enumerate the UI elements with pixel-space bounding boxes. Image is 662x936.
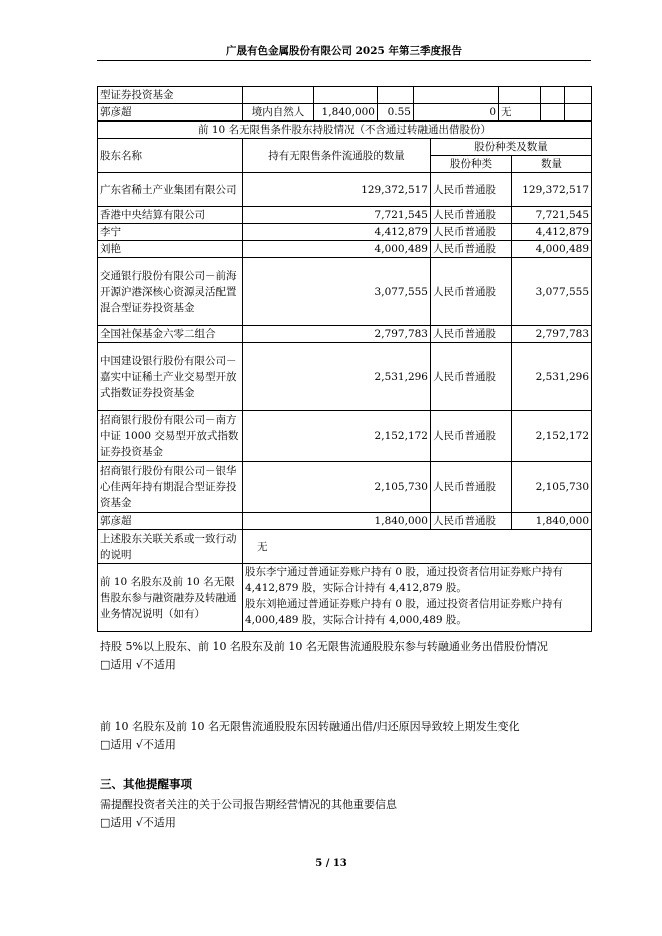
- holder-qty: 7,721,545: [512, 207, 592, 224]
- holder-class: 人民币普通股: [431, 241, 512, 258]
- header-qty: 数量: [512, 156, 592, 173]
- holder-name: 李宁: [98, 224, 243, 241]
- page-number: 5 / 13: [315, 858, 347, 869]
- holder-name: 招商银行股份有限公司－银华心佳两年持有期混合型证券投资基金: [98, 462, 243, 513]
- unrestricted-holders-table: [97, 121, 592, 632]
- holder-count: 7,721,545: [243, 207, 431, 224]
- holder-count: 2,152,172: [243, 411, 431, 462]
- holder-qty: 2,152,172: [512, 411, 592, 462]
- note-p1: 持股 5%以上股东、前 10 名股东及前 10 名无限售流通股股东参与转融通业务出借股份情况: [100, 640, 548, 653]
- page-header: 广晟有色金属股份有限公司 2025 年第三季度报告: [97, 42, 591, 61]
- table-row: [98, 173, 592, 207]
- holder-count: 3,077,555: [243, 258, 431, 326]
- top-row2-restricted: 0: [414, 104, 499, 121]
- top-row1-name: 型证券投资基金: [98, 87, 243, 104]
- top-table: [97, 86, 592, 121]
- holder-count: 2,531,296: [243, 343, 431, 411]
- table-row: [98, 326, 592, 343]
- holder-count: 4,412,879: [243, 224, 431, 241]
- note-p2-check: □适用 √不适用: [100, 738, 176, 751]
- table-row: [98, 343, 592, 411]
- margin-label: 前 10 名股东及前 10 名无限售股东参与融资融券及转融通业务情况说明（如有）: [98, 564, 243, 632]
- holder-class: 人民币普通股: [431, 513, 512, 530]
- note-p3: 需提醒投资者关注的关于公司报告期经营情况的其他重要信息: [100, 798, 397, 811]
- holder-count: 4,000,489: [243, 241, 431, 258]
- top-row2-ratio: 0.55: [378, 104, 414, 121]
- table-row: [98, 241, 592, 258]
- holder-name: 刘艳: [98, 241, 243, 258]
- top-row2-shares: 1,840,000: [314, 104, 378, 121]
- header-count: 持有无限售条件流通股的数量: [243, 139, 431, 173]
- table-row: [98, 411, 592, 462]
- holder-class: 人民币普通股: [431, 207, 512, 224]
- holder-name: 广东省稀土产业集团有限公司: [98, 173, 243, 207]
- relation-value: 无: [243, 530, 592, 564]
- holder-qty: 2,105,730: [512, 462, 592, 513]
- table-title: 前 10 名无限售条件股东持股情况（不含通过转融通出借股份）: [98, 122, 592, 139]
- note-p2: 前 10 名股东及前 10 名无限售流通股股东因转融通出借/归还原因导致较上期发生变化: [100, 720, 520, 733]
- holder-qty: 2,797,783: [512, 326, 592, 343]
- margin-line-1: 股东李宁通过普通证券账户持有 0 股，通过投资者信用证券账户持有 4,412,879 股，实际合计持有 4,412,879 股。: [245, 566, 563, 594]
- holder-name: 交通银行股份有限公司－前海开源沪港深核心资源灵活配置混合型证券投资基金: [98, 258, 243, 326]
- holder-name: 全国社保基金六零二组合: [98, 326, 243, 343]
- holder-qty: 4,000,489: [512, 241, 592, 258]
- table-row: [98, 462, 592, 513]
- holder-class: 人民币普通股: [431, 462, 512, 513]
- header-class-group: 股份种类及数量: [431, 139, 592, 156]
- table-row: [98, 513, 592, 530]
- header-holder: 股东名称: [98, 139, 243, 173]
- holder-class: 人民币普通股: [431, 224, 512, 241]
- holder-class: 人民币普通股: [431, 173, 512, 207]
- holder-name: 香港中央结算有限公司: [98, 207, 243, 224]
- top-row2-nature: 境内自然人: [243, 104, 314, 121]
- note-p3-check: □适用 √不适用: [100, 816, 176, 829]
- holder-name: 中国建设银行股份有限公司－嘉实中证稀土产业交易型开放式指数证券投资基金: [98, 343, 243, 411]
- relation-label: 上述股东关联关系或一致行动的说明: [98, 530, 243, 564]
- table-row: [98, 258, 592, 326]
- table-row: [98, 207, 592, 224]
- holder-class: 人民币普通股: [431, 343, 512, 411]
- section-title: 三、其他提醒事项: [100, 777, 192, 791]
- margin-line-2: 股东刘艳通过普通证券账户持有 0 股，通过投资者信用证券账户持有 4,000,489 股，实际合计持有 4,000,489 股。: [245, 598, 563, 626]
- holder-count: 2,797,783: [243, 326, 431, 343]
- top-row2-pledge: 无: [499, 104, 541, 121]
- holder-qty: 3,077,555: [512, 258, 592, 326]
- holder-count: 1,840,000: [243, 513, 431, 530]
- holder-qty: 1,840,000: [512, 513, 592, 530]
- holder-count: 2,105,730: [243, 462, 431, 513]
- note-p1-check: □适用 √不适用: [100, 658, 176, 671]
- holder-name: 招商银行股份有限公司－南方中证 1000 交易型开放式指数证券投资基金: [98, 411, 243, 462]
- holder-class: 人民币普通股: [431, 326, 512, 343]
- table-row: [98, 224, 592, 241]
- header-class: 股份种类: [431, 156, 512, 173]
- holder-qty: 4,412,879: [512, 224, 592, 241]
- holder-count: 129,372,517: [243, 173, 431, 207]
- holder-class: 人民币普通股: [431, 411, 512, 462]
- top-row2-name: 郭彦超: [98, 104, 243, 121]
- holder-qty: 2,531,296: [512, 343, 592, 411]
- holder-class: 人民币普通股: [431, 258, 512, 326]
- holder-qty: 129,372,517: [512, 173, 592, 207]
- holder-name: 郭彦超: [98, 513, 243, 530]
